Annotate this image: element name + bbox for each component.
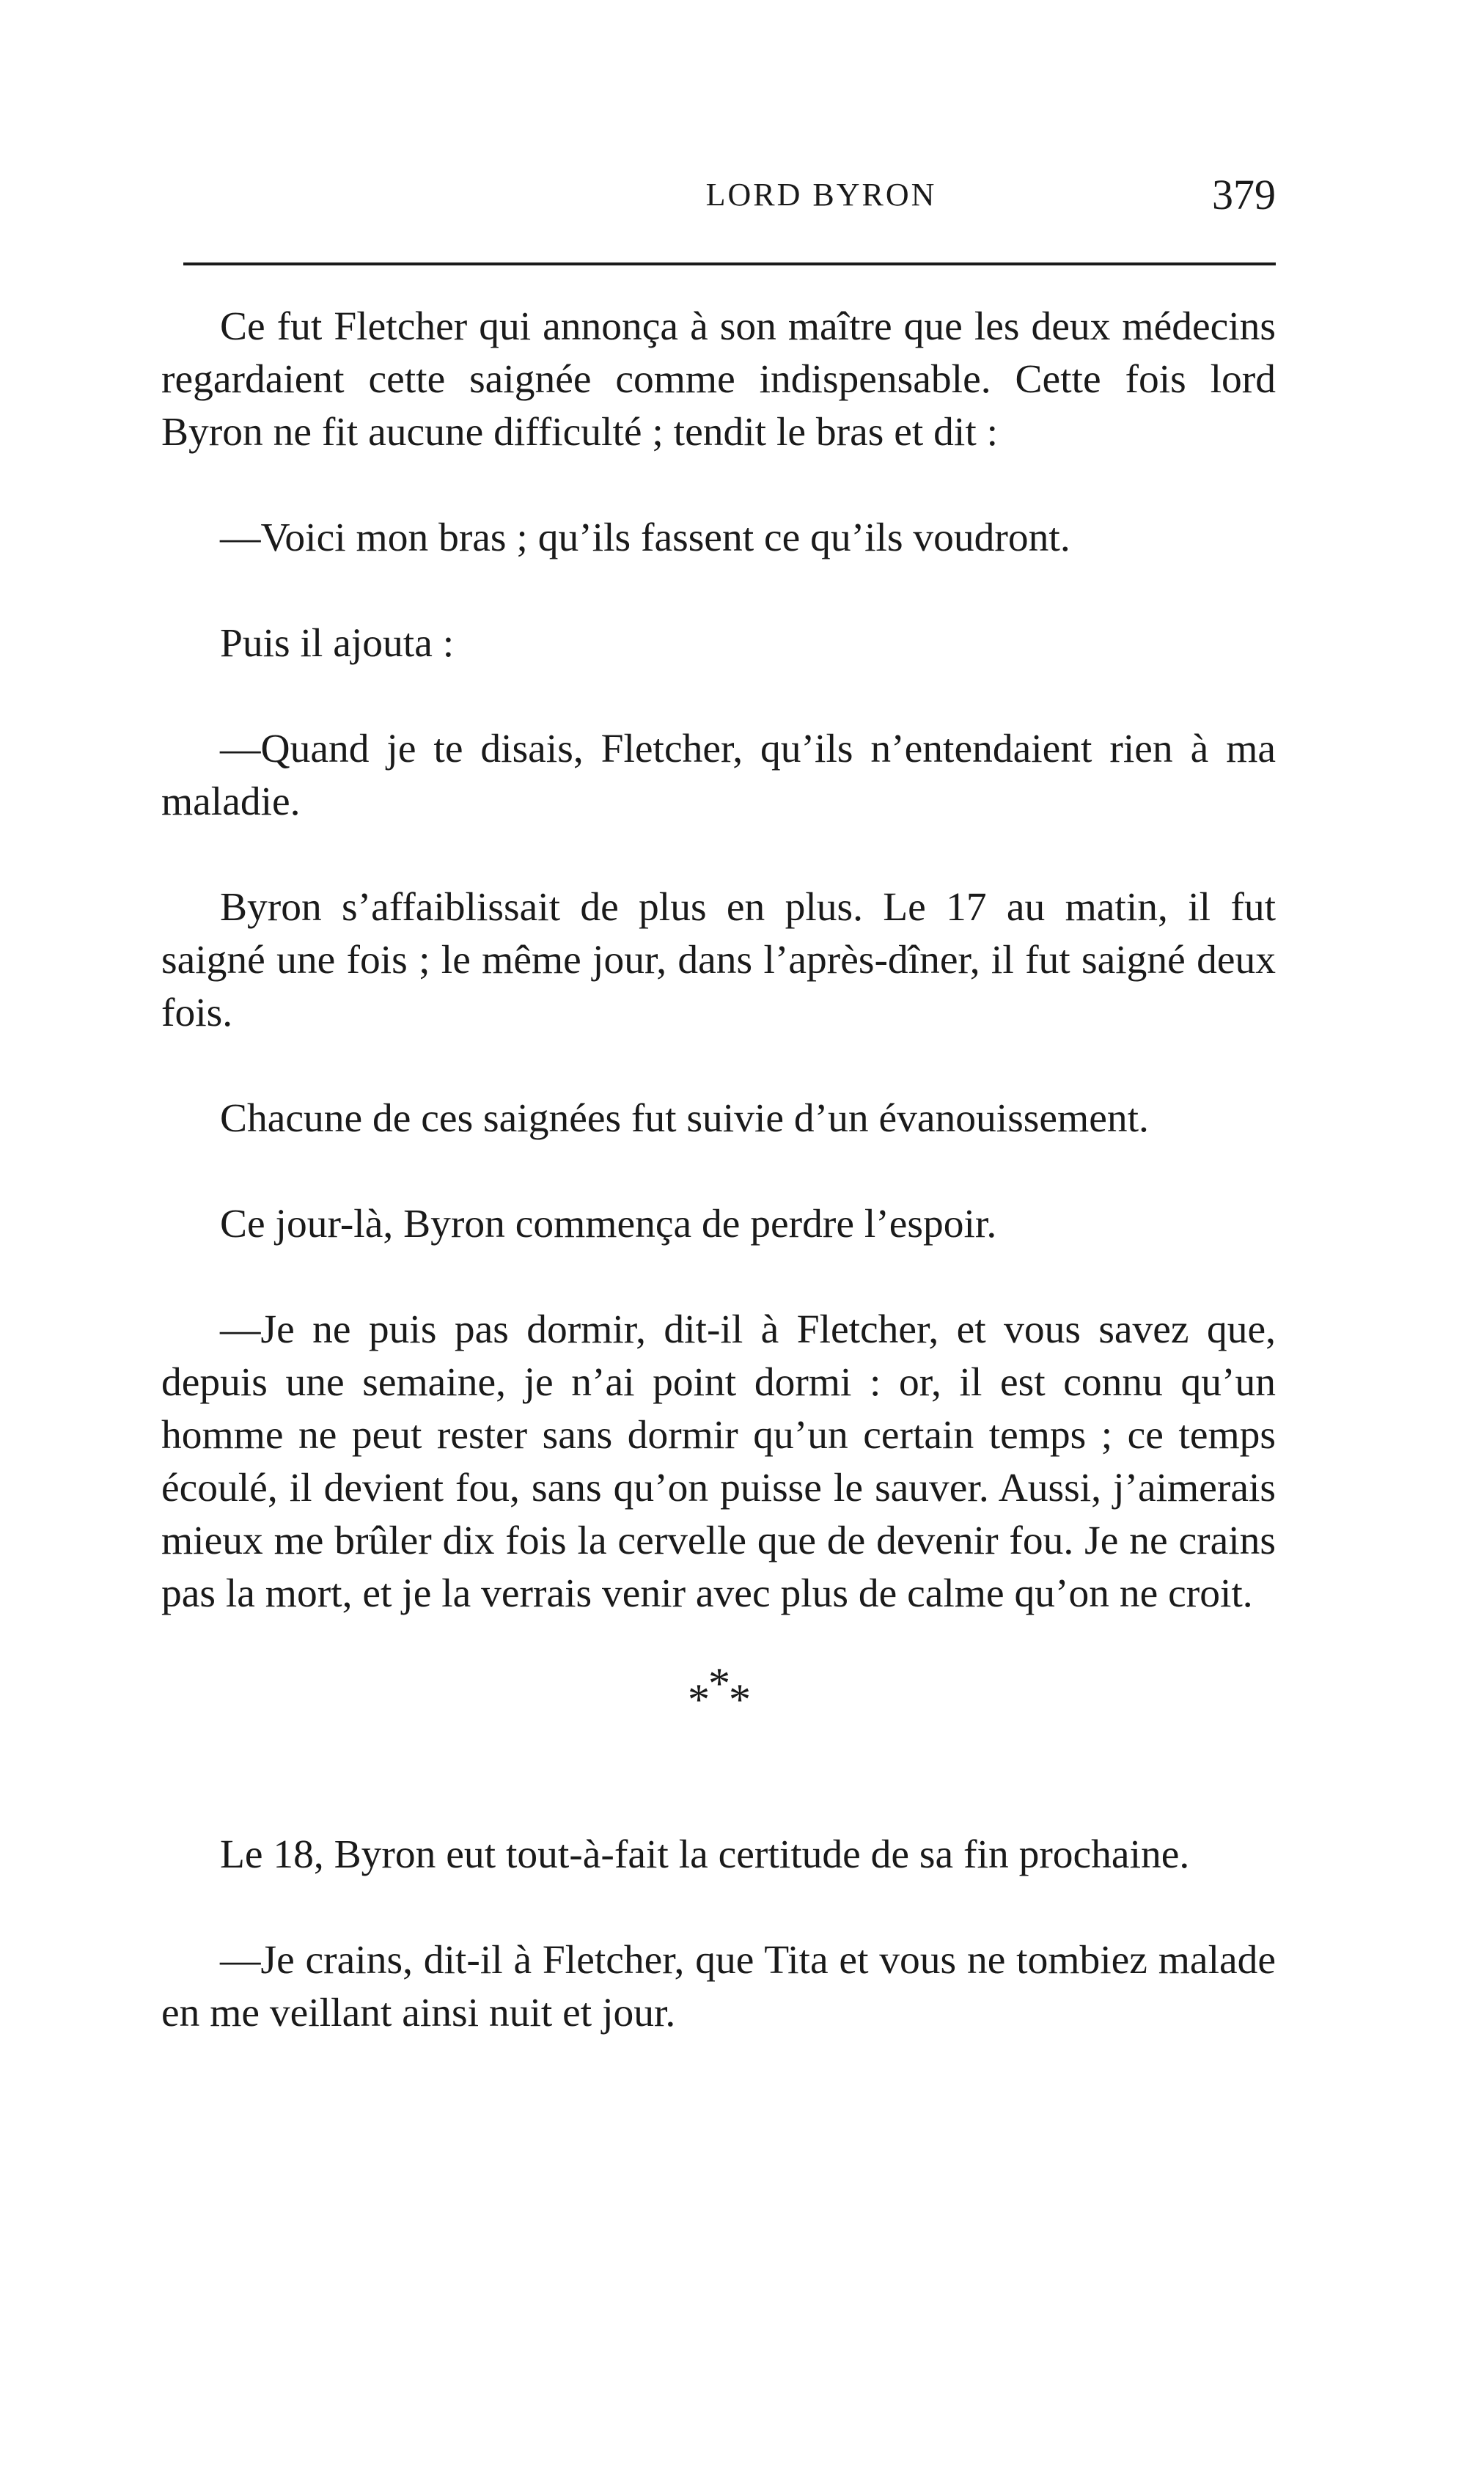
- paragraph-8: —Je ne puis pas dormir, dit-il à Fletcher, et vous savez que, depuis une semaine, je n’ai point dormi : or, il est connu qu’un homme ne peut rester sans dormir qu’un certain temps ; ce temps écoulé, il devient fou, sans qu’on puisse le sauver. Aussi, j’aimerais mieux me brûler dix fois la cervelle que de devenir fou. Je ne crains pas la mort, et je la verrais venir avec plus de calme qu’on ne croit.: [161, 1307, 1276, 1616]
- page-header: [161, 171, 1276, 227]
- header-rule: [183, 262, 1276, 265]
- paragraph-6: Chacune de ces saignées fut suivie d’un évanouissement.: [220, 1096, 1149, 1141]
- paragraph-10: —Je crains, dit-il à Fletcher, que Tita et vous ne tombiez malade en me veillant ainsi nuit et jour.: [161, 1938, 1276, 2035]
- paragraph-3: Puis il ajouta :: [220, 621, 455, 666]
- paragraph-2: —Voici mon bras ; qu’ils fassent ce qu’ils voudront.: [220, 515, 1070, 560]
- asterism-star-left: *: [688, 1675, 708, 1724]
- paragraph-9: Le 18, Byron eut tout-à-fait la certitude de sa fin prochaine.: [220, 1832, 1190, 1877]
- paragraph-4: —Quand je te disais, Fletcher, qu’ils n’entendaient rien à ma maladie.: [161, 727, 1276, 824]
- body-text: [161, 301, 1276, 2093]
- book-page: [161, 171, 1276, 2035]
- asterism-star-right: *: [729, 1675, 749, 1724]
- paragraph-7: Ce jour-là, Byron commença de perdre l’espoir.: [220, 1202, 997, 1246]
- asterism-divider: [161, 1659, 1276, 1726]
- paragraph-5: Byron s’affaiblissait de plus en plus. Le 17 au matin, il fut saigné une fois ; le même jour, dans l’après-dîner, il fut saigné deux fois.: [161, 885, 1276, 1035]
- paragraph-1: Ce fut Fletcher qui annonça à son maître que les deux médecins regardaient cette saignée comme indispensable. Cette fois lord Byron ne fit aucune difficulté ; tendit le bras et dit :: [161, 304, 1276, 455]
- page-number: 379: [1212, 171, 1276, 218]
- running-head: LORD BYRON: [705, 177, 937, 213]
- asterism-star-up: *: [708, 1659, 729, 1708]
